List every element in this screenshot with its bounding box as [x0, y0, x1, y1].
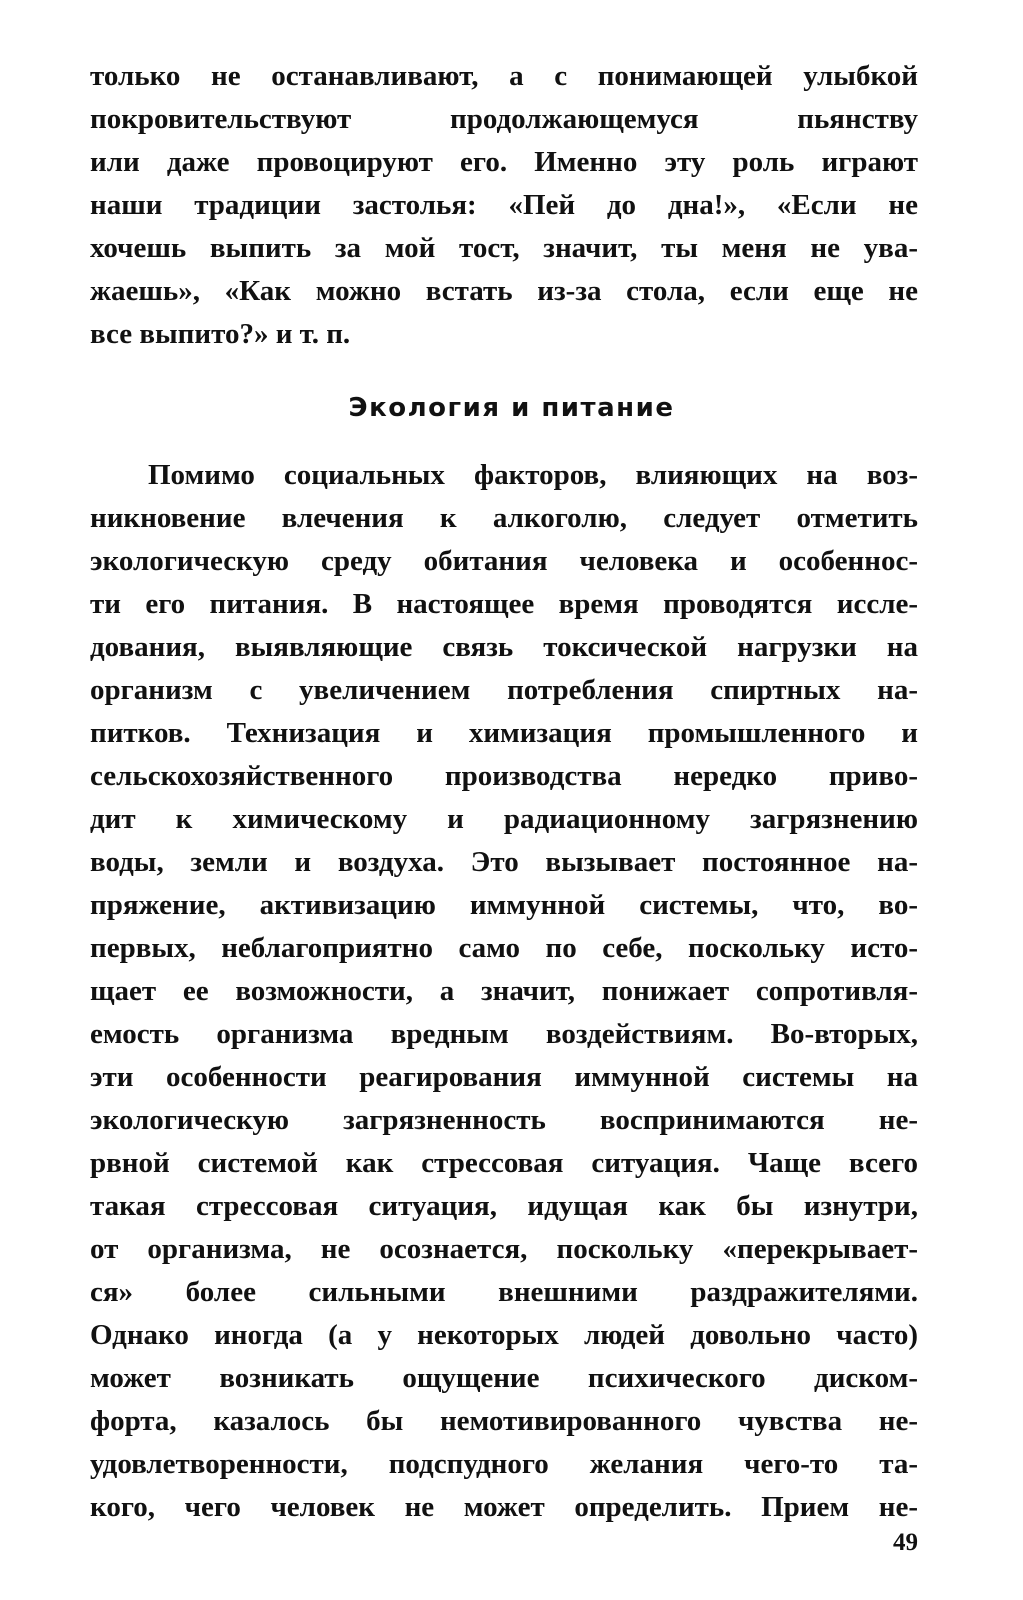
body-paragraph-line: эти особенности реагирования иммунной системы на	[90, 1061, 918, 1093]
body-paragraph-line: Однако иногда (а у некоторых людей довольно часто)	[90, 1319, 918, 1351]
body-paragraph-line: дования, выявляющие связь токсической нагрузки на	[90, 631, 918, 663]
intro-paragraph-line: хочешь выпить за мой тост, значит, ты меня не ува-	[90, 232, 918, 264]
body-paragraph-line: может возникать ощущение психического диском-	[90, 1362, 918, 1394]
body-paragraph-line: питков. Технизация и химизация промышленного и	[90, 717, 918, 749]
body-paragraph-line: экологическую среду обитания человека и особеннос-	[90, 545, 918, 577]
page-number: 49	[893, 1529, 918, 1556]
body-paragraph-line: экологическую загрязненность воспринимаются не-	[90, 1104, 918, 1136]
intro-paragraph-line: покровительствуют продолжающемуся пьянству	[90, 103, 918, 135]
intro-paragraph-line: все выпито?» и т. п.	[90, 318, 351, 350]
body-paragraph-line: удовлетворенности, подспудного желания чего-то та-	[90, 1448, 918, 1480]
body-paragraph-line: щает ее возможности, а значит, понижает сопротивля-	[90, 975, 918, 1007]
intro-paragraph-line: жаешь», «Как можно встать из-за стола, если еще не	[90, 275, 918, 307]
body-paragraph-line: дит к химическому и радиационному загрязнению	[90, 803, 918, 835]
body-paragraph-line: первых, неблагоприятно само по себе, поскольку исто-	[90, 932, 918, 964]
intro-paragraph-line: только не останавливают, а с понимающей улыбкой	[90, 60, 918, 92]
body-paragraph-line: такая стрессовая ситуация, идущая как бы изнутри,	[90, 1190, 918, 1222]
intro-paragraph-line: или даже провоцируют его. Именно эту роль играют	[90, 146, 918, 178]
body-paragraph-line: рвной системой как стрессовая ситуация. Чаще всего	[90, 1147, 918, 1179]
body-paragraph-line: никновение влечения к алкоголю, следует отметить	[90, 502, 918, 534]
body-paragraph-line: от организма, не осознается, поскольку «перекрывает-	[90, 1233, 918, 1265]
body-paragraph-line: ти его питания. В настоящее время проводятся иссле-	[90, 588, 918, 620]
intro-paragraph-line: наши традиции застолья: «Пей до дна!», «Если не	[90, 189, 918, 221]
section-title: Экология и питание	[348, 393, 675, 423]
body-paragraph-line: пряжение, активизацию иммунной системы, что, во-	[90, 889, 918, 921]
body-paragraph-line: форта, казалось бы немотивированного чувства не-	[90, 1405, 918, 1437]
body-paragraph-line: Помимо социальных факторов, влияющих на воз-	[148, 459, 918, 491]
body-paragraph-line: кого, чего человек не может определить. Прием не-	[90, 1491, 918, 1523]
body-paragraph-line: сельскохозяйственного производства нередко приво-	[90, 760, 918, 792]
body-paragraph-line: емость организма вредным воздействиям. Во-вторых,	[90, 1018, 918, 1050]
body-paragraph-line: воды, земли и воздуха. Это вызывает постоянное на-	[90, 846, 918, 878]
body-paragraph-line: организм с увеличением потребления спиртных на-	[90, 674, 918, 706]
body-paragraph-line: ся» более сильными внешними раздражителями.	[90, 1276, 918, 1308]
